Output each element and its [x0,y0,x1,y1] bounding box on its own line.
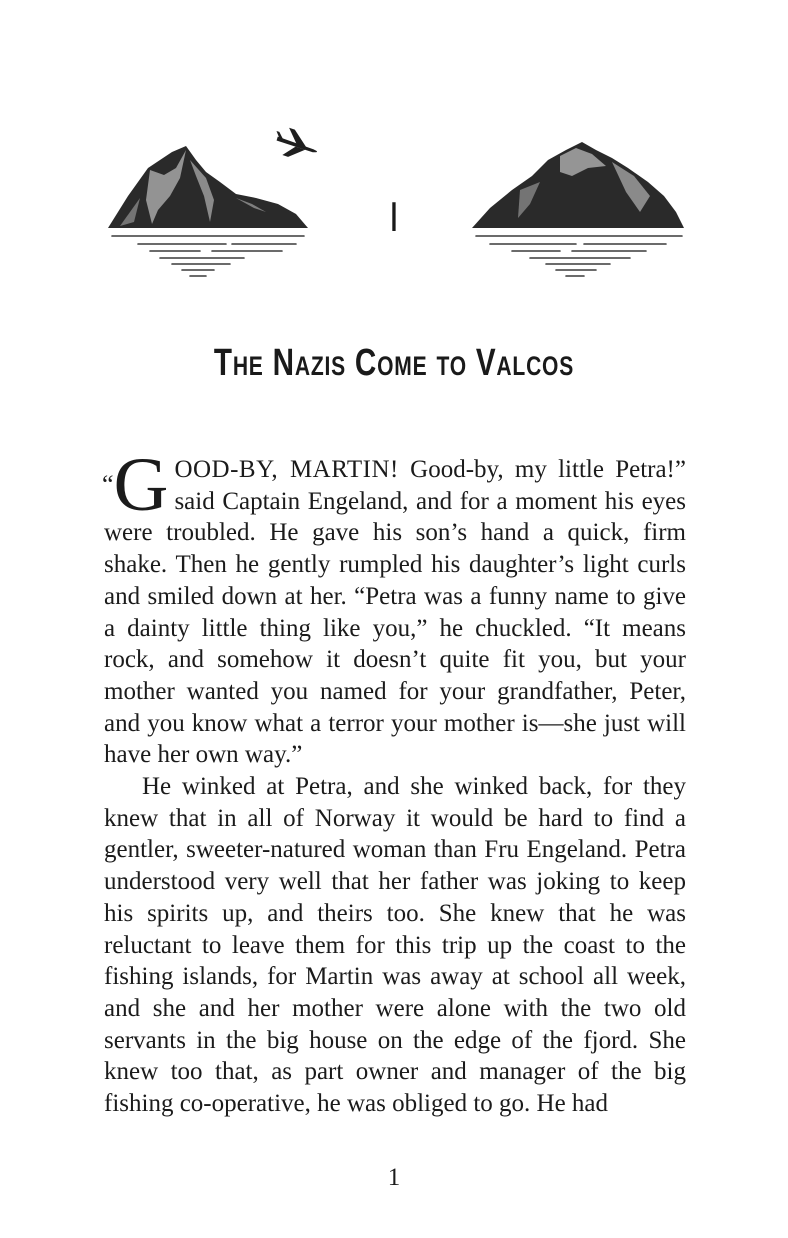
drop-cap-letter: G [113,443,169,527]
opening-quote-mark: “ [102,470,114,499]
airplane-icon [270,124,321,165]
paragraph: He winked at Petra, and she winked back, for they knew that in all of Norway it would be hard to find a gentler, sweeter-natured woman than Fru Engeland. Petra understood very well that her father was joking to keep his spirits up, and theirs too. She knew that he was reluctant to leave them for this trip up the coast to the fishing islands, for Martin was away at school all week, and she and her mother were alone with the two old servants in the big house on the edge of the fjord. She knew too that, as part owner and manager of the big fishing co-operative, he was obliged to go. He had [104,773,686,1118]
opening-paragraph [102,443,686,771]
opening-paragraph-text: Good-by, my little Petra!” said Captain Engeland, and for a moment his eyes were troubled. He gave his son’s hand a quick, firm shake. Then he gently rumpled his daughter’s light curls and smiled down at her. “Petra was a funny name to give a dainty little thing like you,” he chuckled. “It means rock, and somehow it doesn’t quite fit you, but your mother wanted you named for your grandfather, Peter, and you know what a terror your mother is—she just will have her own way.” [104,456,686,769]
chapter-number: I [390,193,398,240]
page-number: 1 [387,1164,401,1191]
chapter-body [102,443,686,1120]
drop-cap [102,443,169,527]
chapter-ornament [0,0,788,300]
opening-first-words: OOD-BY, MARTIN! [174,456,399,483]
chapter-title: The Nazis Come to Valcos [213,342,575,384]
